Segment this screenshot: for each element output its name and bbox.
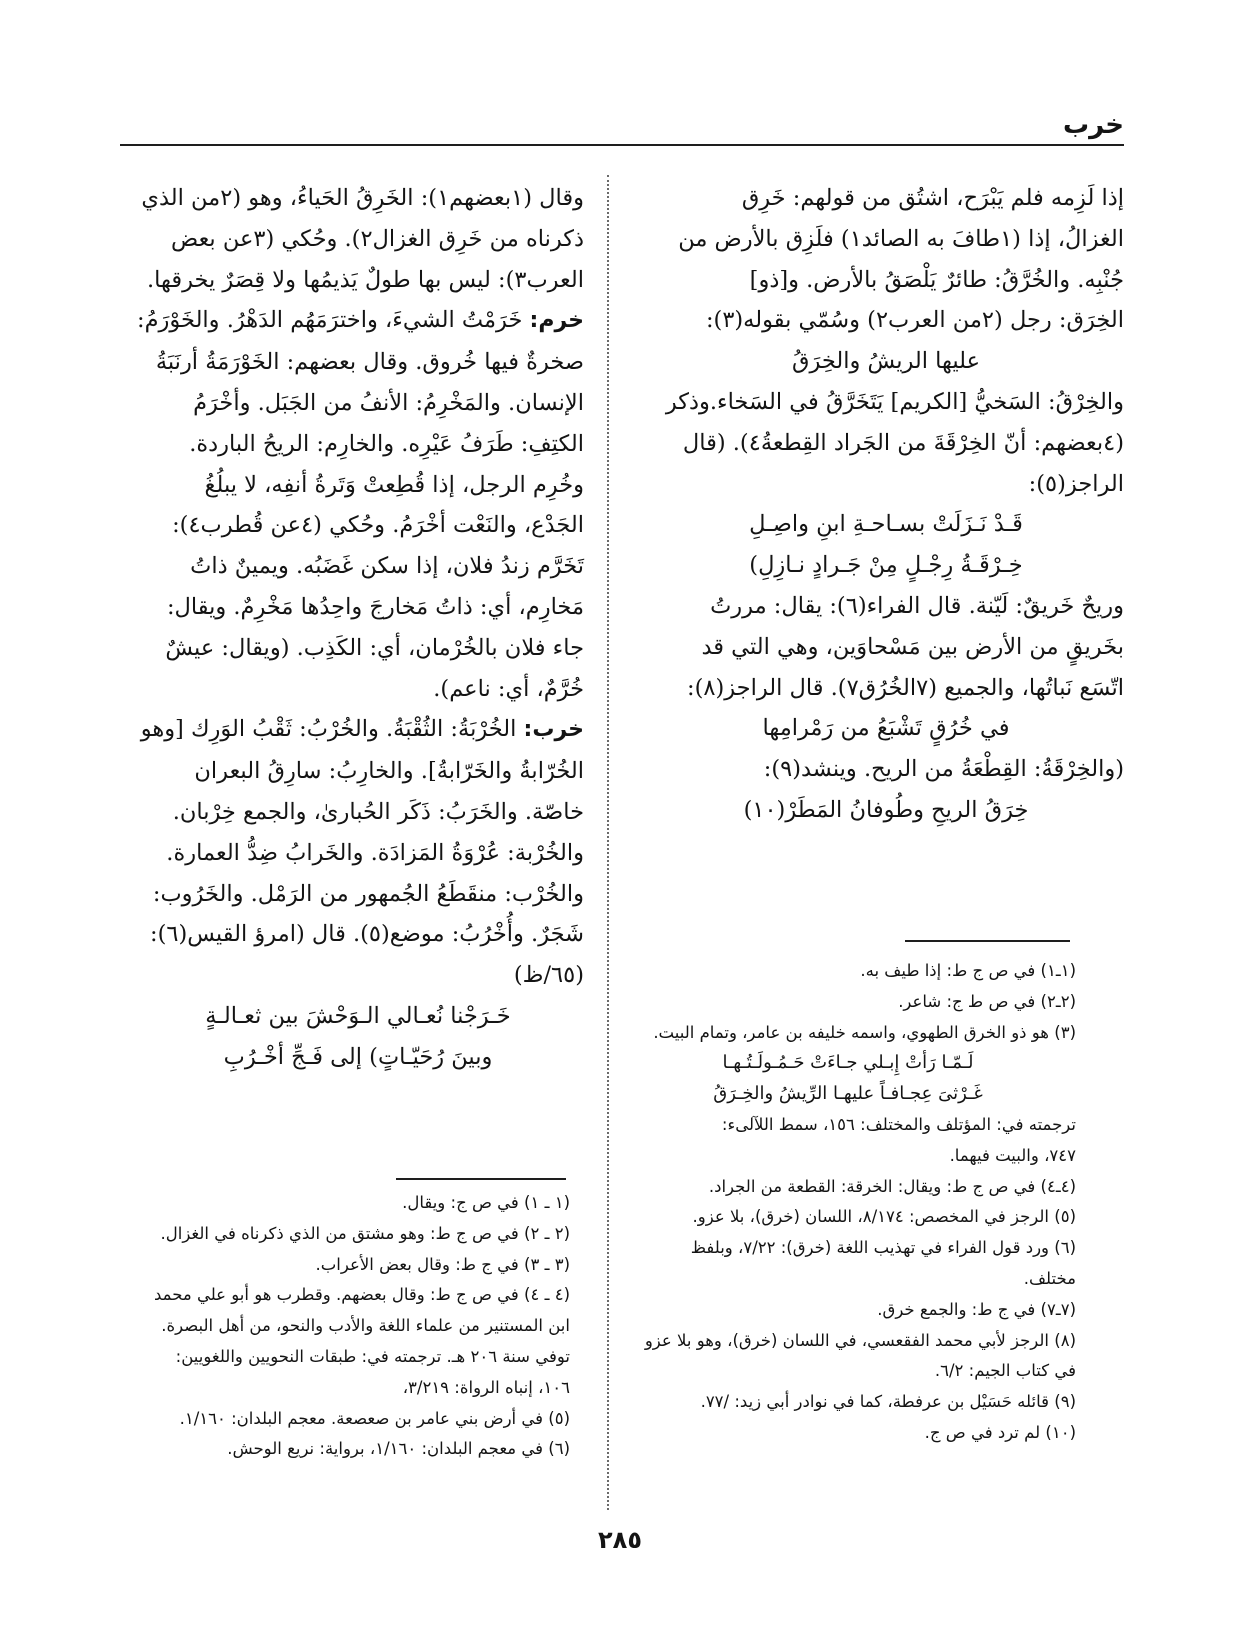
footnote: (٢ ـ ٢) في ص ج ط: وهو مشتق من الذي ذكرناه في الغزال. (160, 1223, 570, 1243)
footnote: (٨) الرجز لأبي محمد الفقعسي، في اللسان (خرق)، وهو بلا عزو (644, 1330, 1076, 1350)
entry-line (132, 709, 584, 751)
footnote: (٢ـ٢) في ص ط ج: شاعر. (898, 991, 1076, 1011)
footnote: ابن المستنير من علماء اللغة والأدب والنحو، من أهل البصرة. (161, 1316, 570, 1336)
entry-head-kharam: خرم: (529, 308, 584, 334)
text-line: الجَدْع، والنَعْت أخْرَمُ. وحُكي (٤عن قُطرب٤): (172, 512, 584, 539)
text-line: العرب٣): ليس بها طولٌ يَذيمُها ولا قِصَرٌ يخرقها. (146, 266, 584, 293)
footnote-rule (396, 1178, 566, 1180)
left-footnotes (120, 1188, 570, 1465)
footnote: (٣) هو ذو الخرق الطهوي، واسمه خليفه بن عامر، وتمام البيت. (653, 1022, 1076, 1042)
footnote-verse: غَـرْثىَ عِجـافـاً عليهـا الرِّيشُ والخِـرَقُ (713, 1083, 983, 1105)
text-line: (٤بعضهم: أنّ الخِرْقَةَ من الجَراد القِطعةُ٤). (قال (682, 429, 1124, 456)
text-line: تَخَرَّم زندُ فلان، إذا سكن غَضَبُه. ويمينٌ ذاتُ (190, 553, 584, 580)
footnote: (٥) الرجز في المخصص: ٨/١٧٤، اللسان (خرق)، بلا عزو. (692, 1207, 1076, 1227)
text-line: اتّسَع نَباتُها، والجميع (٧الخُرُق٧). قال الراجز(٨): (687, 674, 1124, 701)
text-line: وخُرِم الرجل، إذا قُطِعتْ وَتَرةُ أنفِه، لا يبلُغُ (204, 471, 584, 498)
footnote: (٦) في معجم البلدان: ١/١٦٠، برواية: نريع الوحش. (227, 1439, 570, 1459)
text-line: شَجَرٌ. وأُخْرُبُ: موضع(٥). قال (امرؤ القيس(٦): (150, 921, 584, 948)
text-line: مَخارِم، أي: ذاتُ مَخارجَ واحِدُها مَخْرِمٌ. ويقال: (166, 593, 584, 620)
footnote: (٥) في أرض بني عامر بن صعصعة. معجم البلدان: ١/١٦٠. (179, 1408, 570, 1428)
verse-line: خِرَقُ الريحِ وطُوفانُ المَطَرْ(١٠) (743, 796, 1029, 823)
footnote: ترجمته في: المؤتلف والمختلف: ١٥٦، سمط اللآلىء: (721, 1114, 1076, 1134)
entry-line (132, 300, 584, 342)
text-line: والخُرْب: منقَطَعُ الجُمهور من الرَمْل. والخَرُوب: (152, 880, 584, 907)
verse-line: في خُرُقٍ تَشْبَعُ من رَمْرامِها (762, 715, 1010, 742)
verse-line: قَـدْ نَـزَلَتْ بسـاحـةِ ابنِ واصِـلِ (749, 511, 1023, 538)
entry-head-kharab: خرب: (523, 717, 584, 743)
footnote: (٧ـ٧) في ج ط: والجمع خرق. (877, 1299, 1076, 1319)
footnote: (٣ ـ ٣) في ج ط: وقال بعض الأعراب. (315, 1254, 570, 1274)
text-line: الراجز(٥): (1028, 470, 1124, 497)
left-column (132, 178, 584, 1078)
text-line: وقال (١بعضهم١): الخَرِقُ الحَياءُ، وهو (٢من الذي (141, 185, 584, 211)
running-head-root: خرب (1062, 110, 1124, 140)
footnote-verse: لَـمّـا رَأتْ إِبـلي جـاءَتْ حَـمُـولَـتُـهـا (722, 1052, 974, 1074)
text-line: الخِرَق: رجل (٢من العرب٢) وسُمّي بقوله(٣): (705, 307, 1124, 334)
text-line: خاصّة. والخَرَبُ: ذَكَر الحُبارىٰ، والجمع خِرْبان. (172, 798, 584, 825)
text-line: ذكرناه من خَرِق الغزال٢). وحُكي (٣عن بعض (171, 225, 584, 252)
text-line: الكتِفِ: طَرَفُ عَيْرِه. والخارِم: الريحُ الباردة. (189, 430, 584, 457)
text-line: وريحٌ خَريقٌ: لَيّنة. قال الفراء(٦): يقال: مررتُ (710, 592, 1124, 619)
footnote: (٤ ـ ٤) في ص ج ط: وقال بعضهم. وقطرب هو أبو علي محمد (154, 1285, 570, 1305)
footnote: (٤ـ٤) في ص ج ط: ويقال: الخرقة: القطعة من الجراد. (708, 1176, 1076, 1196)
text-line: والخِرْقُ: السَخيُّ [الكريم] يَتَخَرَّقُ في السَخاء.وذكر (665, 388, 1124, 415)
footnote: (٩) قائله حَسَيْل بن عرفطة، كما في نوادر أبي زيد: /٧٧. (700, 1392, 1076, 1412)
manuscript-ref: (٦٥/ظ) (513, 962, 584, 989)
text-line: خُرَّمٌ، أي: ناعم). (433, 675, 584, 702)
text-line: بخَريقٍ من الأرض بين مَسْحاوَين، وهي التي قد (701, 633, 1124, 660)
text-line: خَرَمْتُ الشيءَ، واخترَمَهُم الدَهْرُ. والخَوْرَمُ: (137, 307, 523, 334)
right-footnotes (620, 956, 1076, 1449)
text-line: الخُرْبَةُ: الثُقْبَةُ. والخُرْبُ: ثَقْبُ الوَرِك [وهو (140, 716, 517, 743)
footnote: مختلف. (1023, 1268, 1076, 1288)
footnote: (٦) ورد قول الفراء في تهذيب اللغة (خرق): ٧/٢٢، وبلفظ (690, 1238, 1076, 1258)
text-line: صخرةٌ فيها خُروق. وقال بعضهم: الخَوْرَمَةُ أرنَبَةُ (155, 349, 584, 376)
verse-line: وبينَ رُحَيّـاتٍ) إلى فَـجِّ أخْـرُبِ (223, 1043, 493, 1070)
text-line: جُنْبِه. والخُرَّقُ: طائرٌ يَلْصَقُ بالأرض. و[ذو] (749, 266, 1124, 293)
header-rule (120, 144, 1124, 146)
page-header (120, 112, 1124, 142)
verse-line: خَـرَجْنا نُعـالي الـوَحْشَ بين ثعـالـةٍ (205, 1002, 511, 1029)
text-line: والخُرْبة: عُرْوَةُ المَزادَة. والخَرابُ ضِدُّ العمارة. (166, 839, 584, 866)
verse-line: عليها الريشُ والخِرَقُ (791, 348, 981, 375)
text-line: الغزالُ، إذا (١طافَ به الصائد١) فلَزِق بالأرض من (678, 225, 1124, 252)
text-line: الخُرّابةُ والخَرّابةُ]. والخارِبُ: سارِقُ البعران (194, 758, 584, 785)
footnote-rule (905, 940, 1070, 942)
footnote: ٧٤٧، والبيت فيهما. (949, 1145, 1076, 1165)
right-column (648, 178, 1124, 831)
page-number: ٢٨٥ (598, 1526, 642, 1554)
text-line: (والخِرْقَةُ: القِطْعَةُ من الريح. وينشد(٩): (763, 756, 1124, 783)
footnote: (١ـ١) في ص ج ط: إذا طيف به. (860, 961, 1076, 980)
text-line: إذا لَزِمه فلم يَبْرَح، اشتُق من قولهم: خَرِق (741, 185, 1124, 211)
footnote: توفي سنة ٢٠٦ هـ. ترجمته في: طبقات النحويين واللغويين: (175, 1346, 570, 1366)
footnote: (١ ـ ١) في ص ج: ويقال. (402, 1193, 570, 1212)
verse-line: خِـرْقَـةُ رِجْـلٍ مِنْ جَـرادٍ نـازِلِ) (749, 552, 1023, 579)
text-line: جاء فلان بالخُرْمان، أي: الكَذِب. (ويقال: عيشٌ (165, 634, 584, 661)
text-line: الإنسان. والمَخْرِمُ: الأنفُ من الجَبَل. وأخْرَمُ (193, 389, 584, 416)
column-divider (607, 175, 609, 1510)
footnote: ١٠٦، إنباه الرواة: ٣/٢١٩، (402, 1377, 570, 1397)
footnote: في كتاب الجيم: ٦/٢. (934, 1361, 1076, 1381)
footnote: (١٠) لم ترد في ص ج. (924, 1422, 1076, 1442)
